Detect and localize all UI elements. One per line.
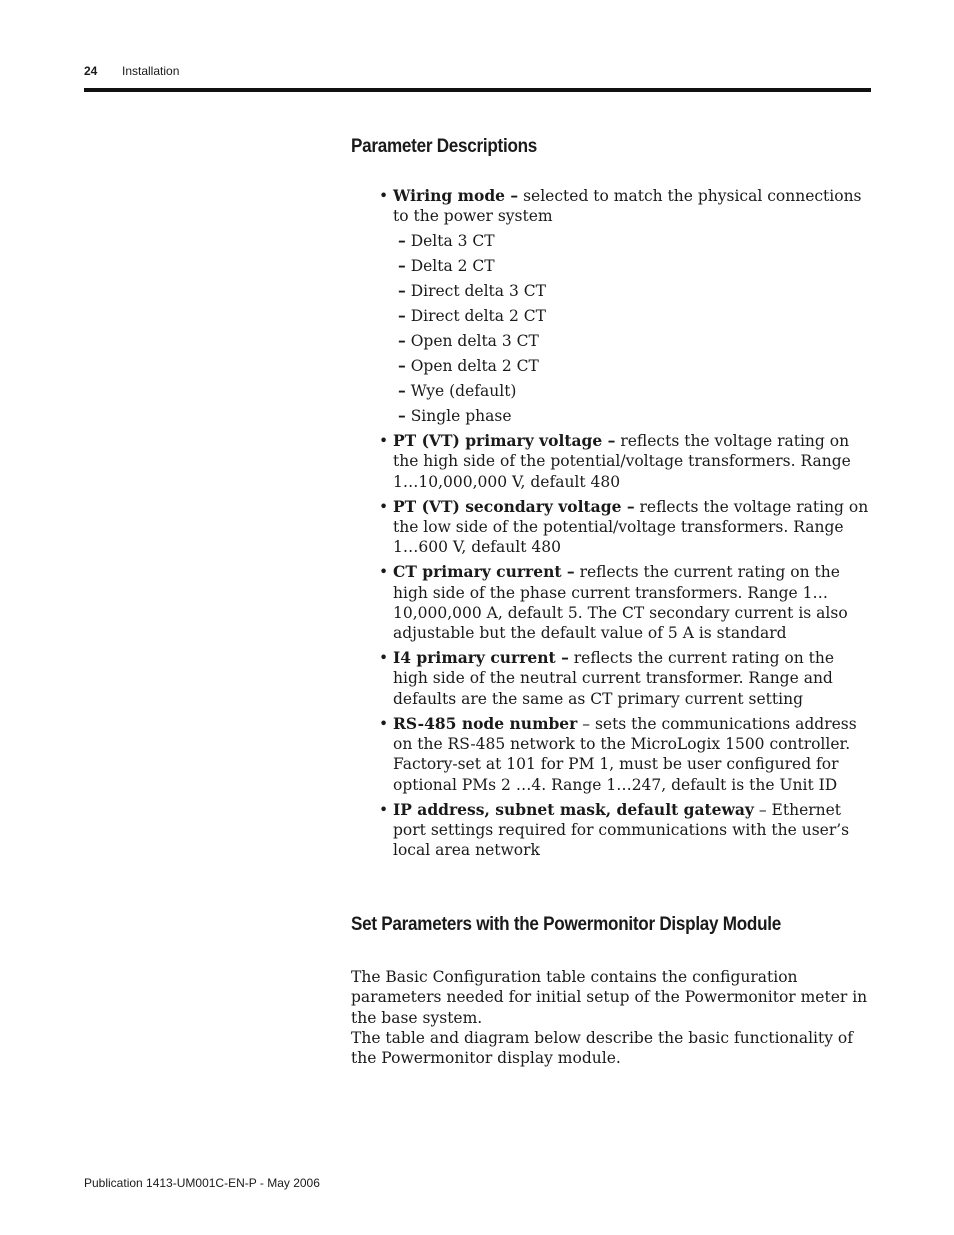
item-term: RS-485 node number: [393, 713, 578, 733]
sub-list-item: – Wye (default): [398, 381, 517, 401]
item-term: I4 primary current –: [393, 648, 569, 668]
sub-list-item: – Direct delta 3 CT: [398, 281, 546, 301]
section-heading-parameter-descriptions: Parameter Descriptions: [351, 136, 538, 157]
item-text: reflects the voltage rating on the high side of the potential/voltage transformers. Range 1…10,000,000 V, default 480: [393, 432, 851, 491]
sub-list-item: – Open delta 3 CT: [398, 331, 539, 351]
sub-list-item: – Direct delta 2 CT: [398, 306, 546, 326]
list-item: [379, 800, 871, 861]
sub-item-text: Direct delta 3 CT: [410, 282, 546, 301]
item-term: PT (VT) primary voltage –: [393, 431, 616, 451]
item-text: reflects the voltage rating on the low side of the potential/voltage transformers. Range 1…600 V, default 480: [393, 497, 869, 557]
body-paragraph: The Basic Configuration table contains the configuration parameters needed for initial setup of the Powermonitor meter in the base system.: [351, 968, 868, 1027]
list-item: [379, 562, 871, 643]
sub-list-item: – Single phase: [398, 406, 512, 426]
sub-list-item: – Delta 2 CT: [398, 256, 495, 276]
sub-item-text: Open delta 2 CT: [410, 357, 539, 376]
sub-item-text: Open delta 3 CT: [410, 332, 539, 351]
list-item: [379, 431, 871, 492]
bullet: •: [379, 649, 389, 668]
section-heading-set-parameters: Set Parameters with the Powermonitor Display Module: [351, 914, 781, 935]
sub-list-item: – Delta 3 CT: [398, 231, 495, 251]
sub-item-text: Direct delta 2 CT: [410, 307, 546, 326]
publication-footer: Publication 1413-UM001C-EN-P - May 2006: [84, 1176, 320, 1190]
item-text: – sets the communications address on the RS-485 network to the MicroLogix 1500 controller. Factory-set at 101 for PM 1, must be user configured for optional PMs 2 …4. Range 1…247, default is the Unit ID: [393, 714, 857, 794]
running-section-title: Installation: [122, 64, 180, 78]
sub-item-text: Single phase: [410, 407, 512, 426]
sub-item-text: Wye (default): [410, 382, 517, 401]
item-term: PT (VT) secondary voltage –: [393, 496, 635, 516]
sub-item-text: Delta 2 CT: [410, 257, 495, 276]
list-item: [379, 186, 871, 426]
item-term: IP address, subnet mask, default gateway: [393, 799, 754, 819]
item-text: reflects the current rating on the high side of the phase current transformers. Range 1…10,000,000 A, default 5. The CT secondary current is also adjustable but the default value of 5 A is standard: [393, 563, 848, 643]
wiring-mode-options: [393, 231, 871, 426]
sub-item-text: Delta 3 CT: [410, 232, 495, 251]
parameter-list: [379, 186, 871, 865]
bullet: •: [379, 497, 389, 516]
list-item: [379, 497, 871, 558]
page-number: 24: [84, 64, 98, 78]
bullet: •: [379, 714, 389, 733]
bullet: •: [379, 432, 389, 451]
bullet: •: [379, 563, 389, 582]
item-text: selected to match the physical connections to the power system: [393, 187, 862, 226]
item-term: CT primary current –: [393, 562, 575, 582]
header-rule: [84, 88, 871, 92]
body-paragraph: The table and diagram below describe the basic functionality of the Powermonitor display module.: [351, 1029, 853, 1068]
bullet: •: [379, 187, 389, 205]
item-text: – Ethernet port settings required for communications with the user’s local area network: [393, 800, 850, 860]
item-term: Wiring mode –: [393, 186, 519, 205]
list-item: [379, 648, 871, 709]
item-text: reflects the current rating on the high side of the neutral current transformer. Range and defaults are the same as CT primary current setting: [393, 649, 835, 708]
list-item: [379, 714, 871, 795]
sub-list-item: – Open delta 2 CT: [398, 356, 539, 376]
bullet: •: [379, 800, 389, 819]
